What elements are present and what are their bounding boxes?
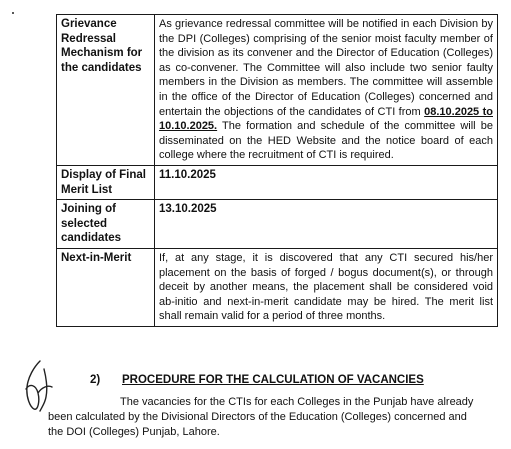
section-number: 2): [90, 374, 101, 386]
row-value-final-merit: 11.10.2025: [155, 165, 498, 199]
paragraph-line-3: the DOI (Colleges) Punjab, Lahore.: [48, 425, 220, 438]
paragraph-line-2: been calculated by the Divisional Directors of the Education (Colleges) concerned and: [48, 410, 467, 423]
vacancies-paragraph: [48, 395, 500, 439]
grievance-text-before: As grievance redressal committee will be notified in each Division by the DPI (Colleges) comprising of the senior moist faculty member of the division as its convener and the Director of Education (Colleges) as co-convener. The Committee will also include two senior faulty members in the Division as members. The committee will assemble in the office of the Director of Education (Colleges) concerned and entertain the objections of the candidates of CTI from: [159, 18, 493, 118]
schedule-table: [56, 14, 498, 327]
paragraph-line-1: The vacancies for the CTIs for each Colleges in the Punjab have already: [120, 396, 474, 408]
row-label-final-merit: Display of Final Merit List: [57, 165, 155, 199]
row-content-grievance: [155, 15, 498, 166]
table-row-grievance: [57, 15, 498, 166]
section-heading: [90, 374, 424, 386]
section-title: PROCEDURE FOR THE CALCULATION OF VACANCIES: [122, 374, 424, 386]
row-value-joining: 13.10.2025: [155, 200, 498, 249]
objection-dates: 08.10.2025 to 10.10.2025.: [159, 105, 493, 133]
row-content-next-in-merit: If, at any stage, it is discovered that any CTI secured his/her placement on the basis of forged / bogus document(s), or through deceit by another means, the placement shall be considered void ab-initio and next-in-merit candidate may be hired. The merit list shall remain valid for a period of three months.: [155, 248, 498, 326]
row-label-next-in-merit: Next-in-Merit: [57, 248, 155, 326]
table-row-next-in-merit: [57, 248, 498, 326]
row-label-joining: Joining of selected candidates: [57, 200, 155, 249]
row-label-grievance: Grievance Redressal Mechanism for the candidates: [57, 15, 155, 166]
table-row-final-merit: [57, 165, 498, 199]
grievance-text-after: The formation and schedule of the committee will be disseminated on the HED Website and the notice board of each college where the recruitment of CTI is required.: [159, 120, 493, 162]
page-speck: [12, 12, 14, 14]
table-row-joining: [57, 200, 498, 249]
